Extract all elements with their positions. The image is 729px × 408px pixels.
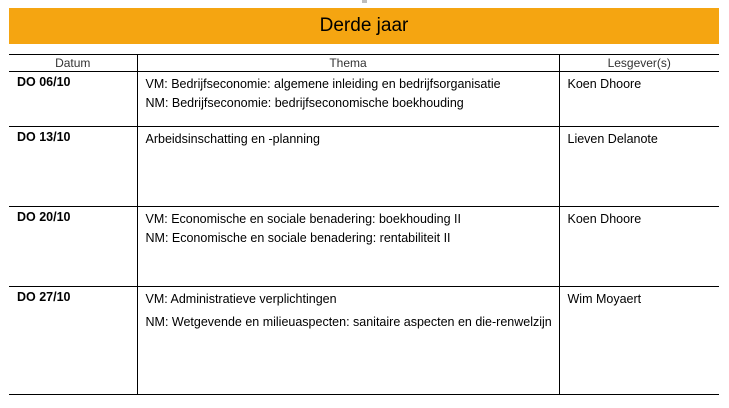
date-cell	[9, 207, 137, 287]
table-row	[9, 287, 719, 395]
theme-line: Arbeidsinschatting en -planning	[145, 132, 320, 146]
date-text: DO 06/10	[17, 75, 71, 89]
table-row	[9, 72, 719, 127]
theme-cell	[137, 72, 559, 127]
table-row	[9, 127, 719, 207]
page-top-mark	[362, 0, 367, 3]
table-row	[9, 207, 719, 287]
section-title: Derde jaar	[319, 15, 409, 36]
teacher-name: Wim Moyaert	[567, 292, 642, 306]
column-header-thema: Thema	[137, 55, 559, 72]
theme-line: VM: Economische en sociale benadering: boekhouding II	[145, 212, 461, 226]
date-cell	[9, 127, 137, 207]
teacher-cell	[559, 207, 719, 287]
date-cell	[9, 287, 137, 395]
header-row	[9, 55, 719, 72]
teacher-name: Lieven Delanote	[567, 132, 658, 146]
theme-line: NM: Bedrijfseconomie: bedrijfseconomische boekhouding	[145, 96, 464, 110]
date-text: DO 27/10	[17, 290, 71, 304]
theme-cell	[137, 287, 559, 395]
teacher-cell	[559, 287, 719, 395]
theme-line: NM: Economische en sociale benadering: rentabiliteit II	[145, 231, 451, 245]
teacher-name: Koen Dhoore	[567, 212, 642, 226]
theme-cell	[137, 207, 559, 287]
teacher-cell	[559, 127, 719, 207]
teacher-cell	[559, 72, 719, 127]
column-header-lesgever: Lesgever(s)	[559, 55, 719, 72]
teacher-name: Koen Dhoore	[567, 77, 642, 91]
theme-cell	[137, 127, 559, 207]
date-text: DO 13/10	[17, 130, 71, 144]
section-title-banner	[9, 8, 719, 44]
date-text: DO 20/10	[17, 210, 71, 224]
theme-line: VM: Bedrijfseconomie: algemene inleiding en bedrijfsorganisatie	[145, 77, 501, 91]
theme-line: VM: Administratieve verplichtingen	[145, 292, 337, 306]
schedule-table	[9, 54, 719, 395]
date-cell	[9, 72, 137, 127]
column-header-datum: Datum	[9, 55, 137, 72]
theme-line: NM: Wetgevende en milieuaspecten: sanitaire aspecten en die-renwelzijn	[145, 315, 552, 329]
